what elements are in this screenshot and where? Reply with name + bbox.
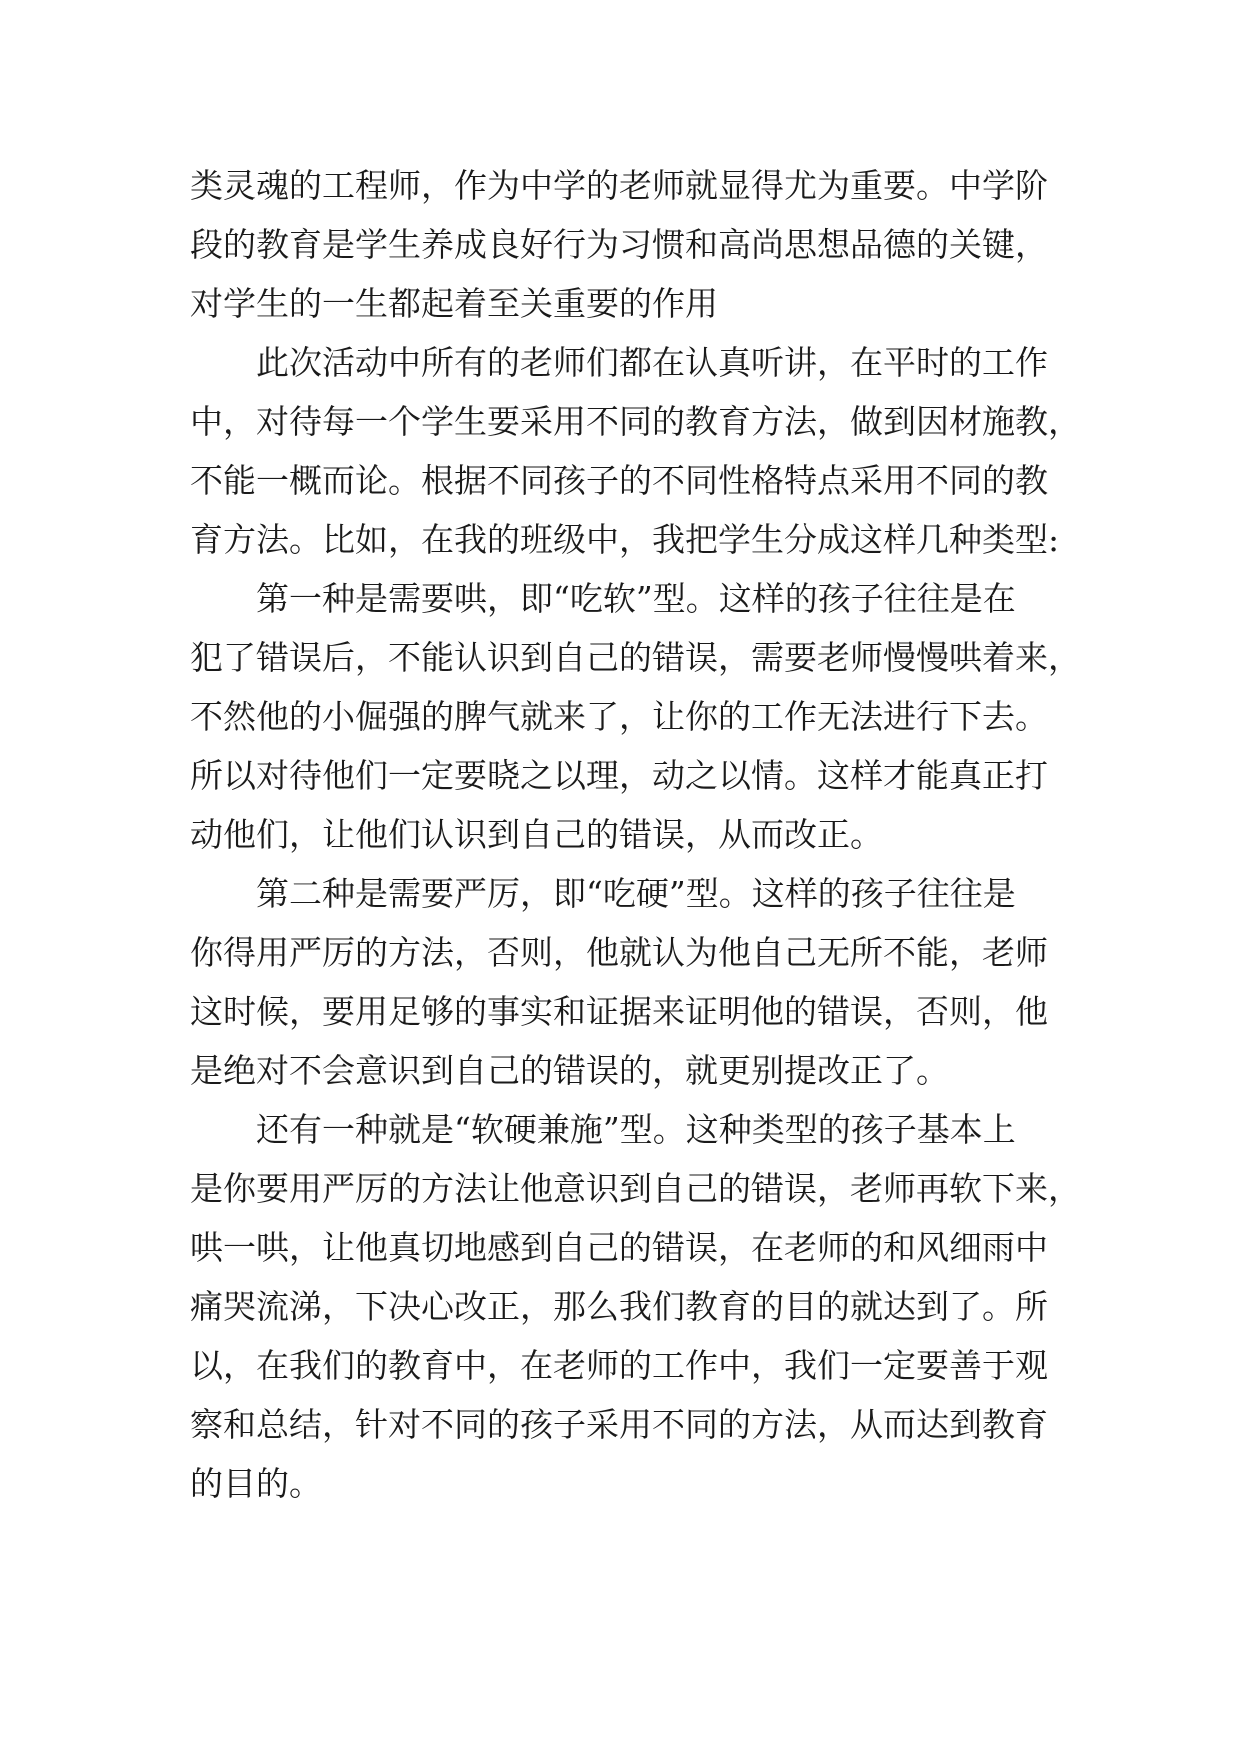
text-line: 所以对待他们一定要晓之以理，动之以情。这样才能真正打 xyxy=(190,756,1048,795)
text-line: 动他们，让他们认识到自己的错误，从而改正。 xyxy=(190,815,883,854)
paragraph-start-line: 此次活动中所有的老师们都在认真听讲，在平时的工作 xyxy=(256,343,1048,382)
text-line: 不能一概而论。根据不同孩子的不同性格特点采用不同的教 xyxy=(190,461,1048,500)
paragraph-start-line: 第二种是需要严厉，即“吃硬”型。这样的孩子往往是 xyxy=(256,874,1016,913)
text-line: 对学生的一生都起着至关重要的作用 xyxy=(190,284,718,323)
text-line: 类灵魂的工程师，作为中学的老师就显得尤为重要。中学阶 xyxy=(190,166,1048,205)
text-line: 以，在我们的教育中，在老师的工作中，我们一定要善于观 xyxy=(190,1346,1048,1385)
text-line: 这时候，要用足够的事实和证据来证明他的错误，否则，他 xyxy=(190,992,1048,1031)
text-line: 犯了错误后，不能认识到自己的错误，需要老师慢慢哄着来， xyxy=(190,638,1081,677)
text-line: 是绝对不会意识到自己的错误的，就更别提改正了。 xyxy=(190,1051,949,1090)
text-line: 不然他的小倔强的脾气就来了，让你的工作无法进行下去。 xyxy=(190,697,1048,736)
text-line: 是你要用严厉的方法让他意识到自己的错误，老师再软下来， xyxy=(190,1169,1081,1208)
text-line: 你得用严厉的方法，否则，他就认为他自己无所不能，老师 xyxy=(190,933,1048,972)
paragraph-start-line: 第一种是需要哄，即“吃软”型。这样的孩子往往是在 xyxy=(256,579,1016,618)
text-line: 的目的。 xyxy=(190,1464,322,1503)
text-line: 哄一哄，让他真切地感到自己的错误，在老师的和风细雨中 xyxy=(190,1228,1048,1267)
text-line: 段的教育是学生养成良好行为习惯和高尚思想品德的关键， xyxy=(190,225,1048,264)
body-text xyxy=(190,156,1080,1513)
text-line: 育方法。比如，在我的班级中，我把学生分成这样几种类型: xyxy=(190,520,1060,559)
text-line: 中，对待每一个学生要采用不同的教育方法，做到因材施教， xyxy=(190,402,1081,441)
text-line: 痛哭流涕，下决心改正，那么我们教育的目的就达到了。所 xyxy=(190,1287,1048,1326)
paragraph-start-line: 还有一种就是“软硬兼施”型。这种类型的孩子基本上 xyxy=(256,1110,1016,1149)
text-line: 察和总结，针对不同的孩子采用不同的方法，从而达到教育 xyxy=(190,1405,1048,1444)
